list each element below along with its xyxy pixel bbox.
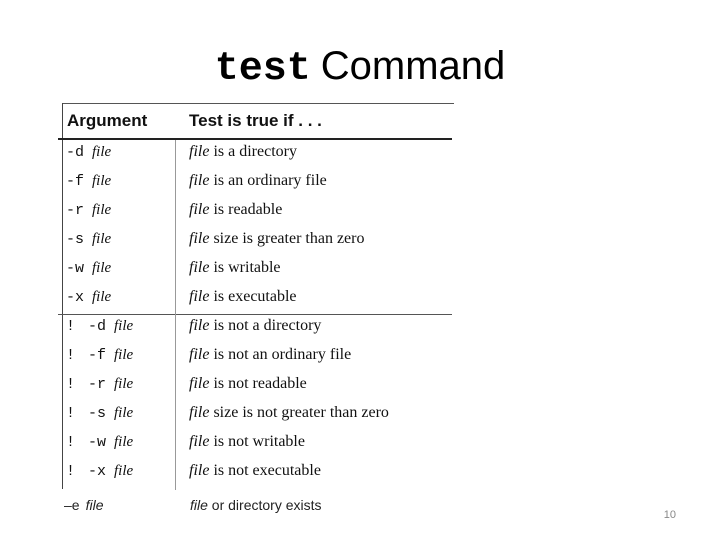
table-row: [58, 256, 458, 285]
row-flag: -w: [66, 260, 85, 277]
table-row: [58, 227, 458, 256]
row-desc-text: size is greater than zero: [209, 230, 365, 247]
row-desc-file: file: [189, 201, 210, 218]
row-file: file: [92, 173, 112, 189]
table-row: [58, 459, 458, 488]
row-flag: -f: [66, 173, 85, 190]
row-negation: !: [66, 318, 76, 335]
row-negation: !: [66, 376, 76, 393]
row-file: file: [92, 231, 112, 247]
row-flag: -d: [66, 144, 85, 161]
row-argument: [66, 202, 111, 219]
row-file: file: [92, 144, 112, 160]
row-argument: [66, 144, 111, 161]
table-row-exists: [0, 497, 720, 517]
row-argument: [66, 405, 133, 422]
title-command-name: test: [214, 47, 311, 92]
row-desc-text: is executable: [209, 288, 297, 305]
row-description: [189, 259, 281, 277]
test-arguments-table: [58, 100, 458, 494]
row-desc-text: is not readable: [209, 375, 307, 392]
last-row-argument: [64, 497, 103, 513]
row-description: [189, 462, 321, 480]
row-desc-text: is not writable: [209, 433, 305, 450]
row-flag: -f: [88, 347, 107, 364]
row-flag: -w: [88, 434, 107, 451]
row-file: file: [92, 289, 112, 305]
row-flag: -s: [88, 405, 107, 422]
slide-title: [0, 40, 720, 96]
row-negation: !: [66, 347, 76, 364]
row-file: file: [114, 463, 134, 479]
row-file: file: [114, 376, 134, 392]
table-row: [58, 285, 458, 314]
row-argument: [66, 376, 133, 393]
row-description: [189, 346, 351, 364]
row-description: [189, 433, 305, 451]
row-desc-text: is writable: [209, 259, 281, 276]
row-desc-file: file: [189, 462, 210, 479]
table-row: [58, 314, 458, 343]
row-desc-text: is not executable: [209, 462, 321, 479]
row-argument: [66, 260, 111, 277]
row-flag: -x: [88, 463, 107, 480]
row-argument: [66, 173, 111, 190]
row-description: [189, 172, 327, 190]
table-row: [58, 140, 458, 169]
row-desc-file: file: [189, 230, 210, 247]
row-file: file: [114, 318, 134, 334]
row-flag: -r: [88, 376, 107, 393]
header-result: Test is true if . . .: [189, 111, 322, 130]
row-desc-text: is readable: [209, 201, 283, 218]
last-row-flag: –e: [64, 497, 80, 513]
row-argument: [66, 434, 133, 451]
row-desc-file: file: [189, 404, 210, 421]
last-row-desc-file: file: [190, 497, 208, 513]
row-argument: [66, 231, 111, 248]
row-desc-text: is not an ordinary file: [209, 346, 352, 363]
row-flag: -s: [66, 231, 85, 248]
table-row: [58, 401, 458, 430]
last-row-file: file: [85, 497, 104, 513]
table-row: [58, 372, 458, 401]
row-description: [189, 375, 307, 393]
row-description: [189, 230, 364, 248]
row-file: file: [114, 405, 134, 421]
row-desc-text: is not a directory: [209, 317, 322, 334]
row-flag: -x: [66, 289, 85, 306]
row-desc-file: file: [189, 143, 210, 160]
row-file: file: [114, 347, 134, 363]
row-file: file: [114, 434, 134, 450]
row-flag: -d: [88, 318, 107, 335]
row-description: [189, 143, 297, 161]
table-row: [58, 198, 458, 227]
row-argument: [66, 318, 133, 335]
last-row-description: [190, 497, 322, 513]
row-argument: [66, 289, 111, 306]
row-argument: [66, 463, 133, 480]
table-row: [58, 169, 458, 198]
table-row: [58, 343, 458, 372]
row-description: [189, 201, 282, 219]
row-desc-text: is an ordinary file: [209, 172, 327, 189]
row-desc-file: file: [189, 172, 210, 189]
row-description: [189, 288, 297, 306]
row-description: [189, 317, 321, 335]
row-flag: -r: [66, 202, 85, 219]
row-desc-text: is a directory: [209, 143, 297, 160]
row-negation: !: [66, 405, 76, 422]
row-negation: !: [66, 463, 76, 480]
row-desc-text: size is not greater than zero: [209, 404, 389, 421]
row-file: file: [92, 260, 112, 276]
row-desc-file: file: [189, 433, 210, 450]
row-negation: !: [66, 434, 76, 451]
title-word: Command: [320, 44, 506, 88]
row-desc-file: file: [189, 259, 210, 276]
table-top-border: [62, 103, 454, 104]
table-row: [58, 430, 458, 459]
last-row-desc-text: or directory exists: [207, 497, 322, 513]
row-desc-file: file: [189, 288, 210, 305]
row-argument: [66, 347, 133, 364]
row-file: file: [92, 202, 112, 218]
header-argument: Argument: [67, 111, 148, 130]
row-description: [189, 404, 389, 422]
row-desc-file: file: [189, 346, 210, 363]
row-desc-file: file: [189, 317, 210, 334]
page-number: 10: [663, 509, 676, 521]
row-desc-file: file: [189, 375, 210, 392]
